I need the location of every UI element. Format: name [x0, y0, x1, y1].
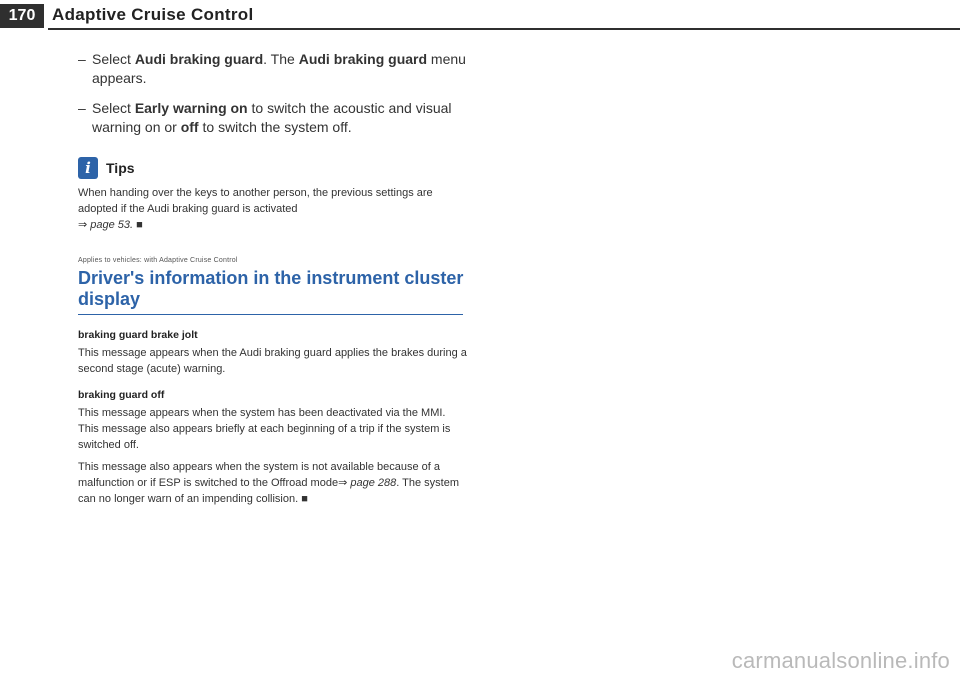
step-dash: – — [78, 51, 86, 67]
tips-body: When handing over the keys to another person, the previous settings are adopted if the Audi braking guard is activated — [78, 187, 433, 215]
para-text: This message also appears when the system is not available because of a malfunction or if ESP is switched to the Offroad mode — [78, 461, 440, 489]
step-bold: Early warning on — [134, 100, 248, 116]
message-description: This message appears when the Audi braking guard applies the brakes during a second stage (acute) warning. — [78, 347, 467, 375]
message-description: This message appears when the system has been deactivated via the MMI. This message also appears briefly at each beginning of a trip if the system is switched off. — [78, 407, 451, 451]
page-content — [78, 50, 468, 513]
step-text: menu appears. — [92, 51, 466, 86]
page-header — [0, 0, 960, 30]
message-description — [78, 459, 468, 507]
tips-text — [78, 185, 468, 233]
step-early-warning — [78, 99, 468, 137]
step-bold: Audi braking guard — [134, 51, 264, 67]
step-text: . The — [263, 51, 299, 67]
watermark: carmanualsonline.info — [731, 648, 950, 673]
page-link[interactable]: ⇒ page 53. — [78, 219, 134, 231]
page-link[interactable]: ⇒ page 288 — [338, 477, 397, 489]
step-text: Select — [92, 100, 135, 116]
step-bold: Audi braking guard — [298, 51, 428, 67]
page-number: 170 — [0, 4, 44, 28]
message-heading: braking guard brake jolt — [78, 329, 198, 341]
para-text: . The system can no longer warn of an impending collision. ■ — [78, 477, 459, 505]
end-mark: ■ — [133, 219, 143, 231]
step-text: to switch the acoustic and visual warning on or — [92, 100, 452, 135]
message-heading: braking guard off — [78, 389, 165, 401]
section-title: Driver's information in the instrument cluster display — [78, 268, 464, 309]
chapter-title: Adaptive Cruise Control — [52, 5, 254, 24]
step-select-braking-guard — [78, 50, 468, 88]
step-text: Select — [92, 51, 135, 67]
applies-to-note: Applies to vehicles: with Adaptive Cruise Control — [78, 257, 238, 264]
header-rule — [48, 28, 960, 30]
tips-title: Tips — [106, 160, 135, 176]
step-text: to switch the system off. — [198, 119, 352, 135]
step-dash: – — [78, 100, 86, 116]
section-rule — [78, 314, 463, 315]
step-bold: off — [180, 119, 199, 135]
info-icon: i — [78, 157, 98, 179]
tips-header — [78, 157, 468, 179]
